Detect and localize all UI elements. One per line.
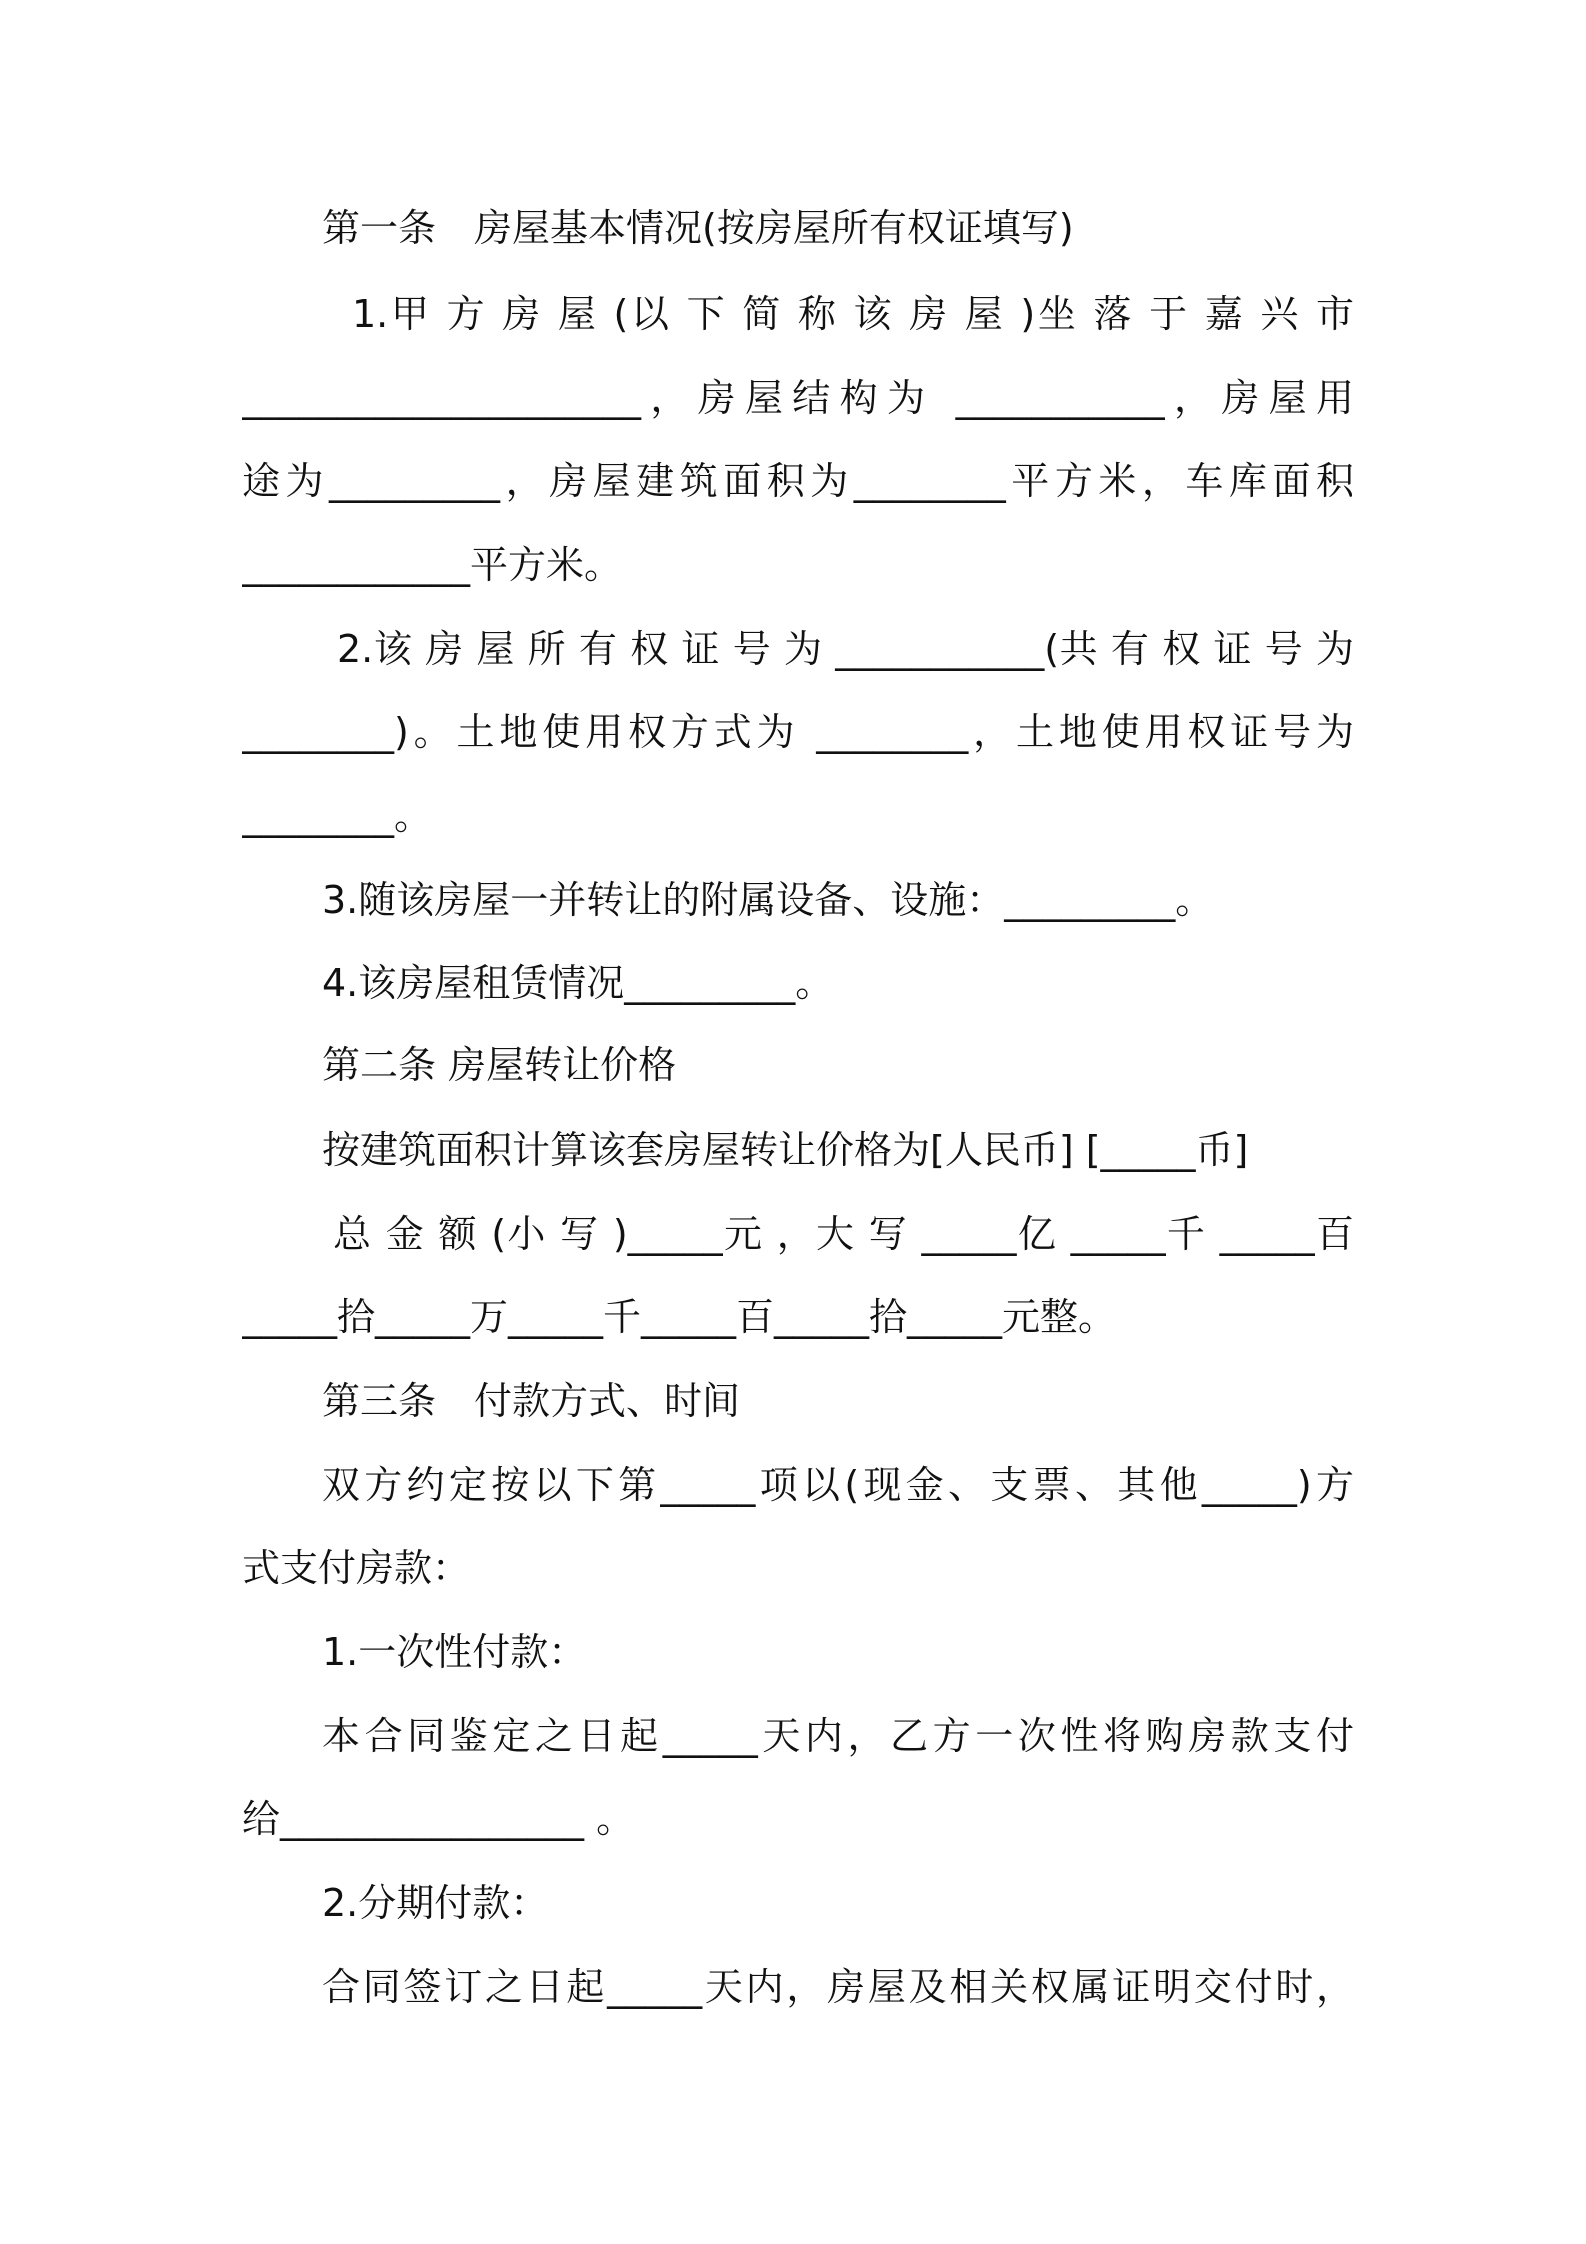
- clause-1-1-line-3: 途为_________，房屋建筑面积为________平方米，车库面积: [242, 459, 1354, 503]
- clause-3-2-text-line-1: 合同签订之日起_____天内，房屋及相关权属证明交付时，: [322, 1965, 1354, 2009]
- article-2-total-line-2: _____拾_____万_____千_____百_____拾_____元整。: [242, 1295, 1117, 1339]
- clause-3-1-text-line-2: 给________________ 。: [242, 1797, 635, 1841]
- article-2-price-line: 按建筑面积计算该套房屋转让价格为[人民币] [_____币]: [322, 1128, 1249, 1172]
- clause-3-1-text-line-1: 本合同鉴定之日起_____天内，乙方一次性将购房款支付: [322, 1714, 1354, 1758]
- clause-3-1-heading: 1.一次性付款：: [322, 1630, 587, 1674]
- article-2-heading: 第二条 房屋转让价格: [322, 1043, 677, 1087]
- article-2-total-line-1: 总 金 额 (小 写 )_____元 ，大 写 _____亿 _____千 _____百: [333, 1212, 1354, 1256]
- article-3-method-line-2: 式支付房款：: [242, 1546, 471, 1590]
- clause-1-2-line-1: 2.该 房 屋 所 有 权 证 号 为 ___________(共 有 权 证 号 为: [337, 627, 1354, 671]
- clause-1-2-line-3: ________。: [242, 794, 433, 838]
- article-3-method-line-1: 双方约定按以下第_____项以(现金、支票、其他_____)方: [322, 1463, 1354, 1507]
- clause-3-2-heading: 2.分期付款：: [322, 1881, 549, 1925]
- clause-1-3: 3.随该房屋一并转让的附属设备、设施：_________。: [322, 878, 1214, 922]
- article-3-heading: 第三条 付款方式、时间: [322, 1379, 741, 1423]
- article-1-heading: 第一条 房屋基本情况(按房屋所有权证填写): [322, 206, 1074, 250]
- clause-1-2-line-2: ________)。土地使用权方式为 ________，土地使用权证号为: [242, 710, 1354, 754]
- clause-1-1-line-4: ____________平方米。: [242, 543, 623, 587]
- clause-1-1-line-1: 1.甲 方 房 屋 (以 下 简 称 该 房 屋 )坐 落 于 嘉 兴 市: [352, 292, 1354, 336]
- clause-1-4: 4.该房屋租赁情况_________。: [322, 961, 834, 1005]
- clause-1-1-line-2: _____________________，房屋结构为 ___________，房屋用: [242, 376, 1354, 420]
